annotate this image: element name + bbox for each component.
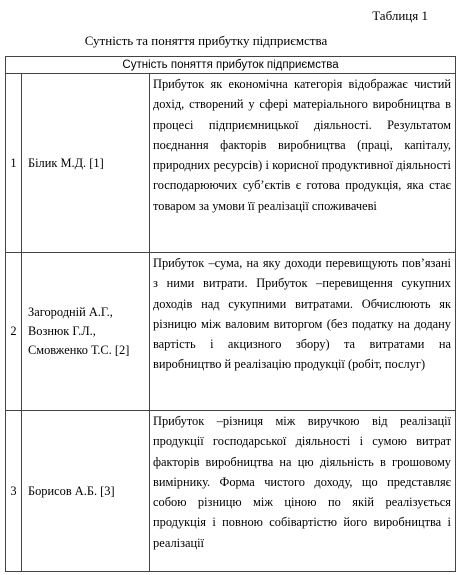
row-definition: Прибуток –різниця між виручкою від реалізації продукції господарської діяльності і сумою витрат факторів виробництва на цю діяльність в грошовому вимірнику. Форма чистого доходу, що представляє собою різницю між ціною по якій реалізується продукція і повною собівартістю його виробництва і реалізації — [150, 411, 456, 572]
table-row — [6, 74, 456, 253]
table-row — [6, 411, 456, 572]
row-definition: Прибуток –сума, на яку доходи перевищують пов’язані з ними витрати. Прибуток –перевищення сукупних доходів над сукупними витратами. Обчислюють як різницю між валовим виторгом (без податку на додану вартість і акцизного збору) та витратами на виробництво й реалізацію продукції (робіт, послуг) — [150, 253, 456, 411]
table-row — [6, 253, 456, 411]
row-number: 2 — [6, 253, 22, 411]
table-caption: Сутність та поняття прибутку підприємства — [84, 33, 328, 48]
profit-definitions-table — [5, 56, 456, 572]
row-number: 3 — [6, 411, 22, 572]
table-header: Сутність поняття прибуток підприємства — [6, 57, 456, 74]
table-number: Таблиця 1 — [372, 8, 428, 23]
row-definition: Прибуток як економічна категорія відображає чистий дохід, створений у сфері матеріального виробництва в процесі підприємницької діяльності. Результатом поєднання факторів виробництва (праці, капіталу, природних ресурсів) і корисної продуктивної діяльності господарюючих суб’єктів є готова продукція, яка стає товаром за умови її реалізації споживачеві — [150, 74, 456, 253]
row-author: Борисов А.Б. [3] — [22, 411, 150, 572]
row-number: 1 — [6, 74, 22, 253]
row-author: Загородній А.Г., Вознюк Г.Л., Смовженко Т.С. [2] — [22, 253, 150, 411]
row-author: Білик М.Д. [1] — [22, 74, 150, 253]
